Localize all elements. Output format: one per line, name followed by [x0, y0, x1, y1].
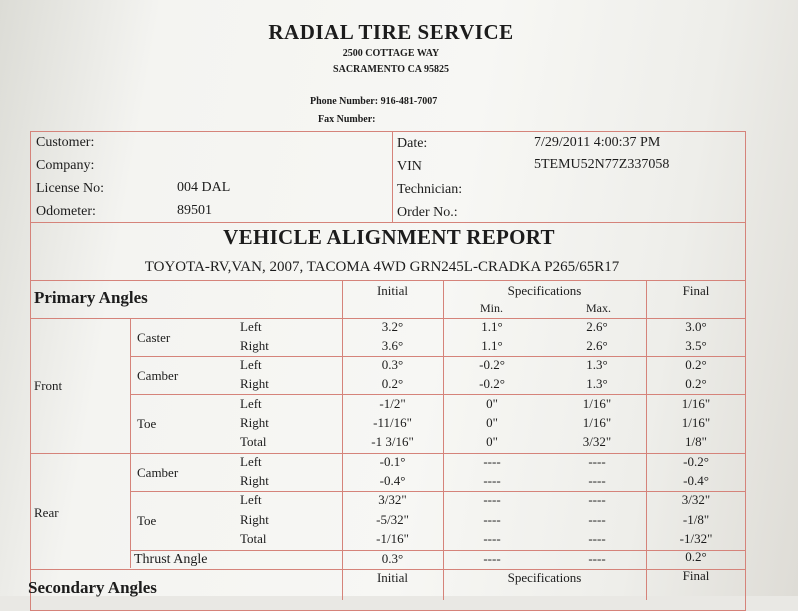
- angle-label: Toe: [137, 513, 157, 528]
- thrust-angle-label: Thrust Angle: [134, 552, 208, 567]
- front-label: Front: [34, 378, 63, 393]
- min-value: 0": [486, 415, 498, 430]
- business-name: RADIAL TIRE SERVICE: [268, 20, 514, 44]
- odometer-label: Odometer:: [36, 204, 96, 219]
- license-label: License No:: [36, 181, 105, 196]
- initial-value: -0.1°: [379, 454, 406, 469]
- col-initial: Initial: [376, 283, 409, 298]
- max-value: ----: [588, 492, 606, 507]
- max-value: 2.6°: [586, 338, 608, 353]
- max-value: 3/32": [582, 434, 612, 449]
- primary-angles-title: Primary Angles: [34, 288, 148, 307]
- initial-value: 0.3°: [381, 357, 404, 372]
- final-value: 1/16": [681, 396, 711, 411]
- initial-value: -1/16": [376, 531, 409, 546]
- initial-value: -0.4°: [379, 473, 406, 488]
- address-line-2: SACRAMENTO CA 95825: [333, 64, 449, 75]
- initial-value: 0.3°: [381, 551, 404, 566]
- vin-value: 5TEMU52N77Z337058: [534, 157, 670, 172]
- side-label: Right: [240, 338, 269, 353]
- side-label: Right: [240, 473, 269, 488]
- min-value: ----: [483, 551, 501, 566]
- side-label: Left: [240, 396, 262, 411]
- max-value: ----: [588, 531, 606, 546]
- min-value: -0.2°: [479, 376, 505, 391]
- min-value: 1.1°: [481, 319, 503, 334]
- final-value: 1/16": [681, 415, 711, 430]
- min-value: ----: [483, 473, 501, 488]
- min-value: -0.2°: [479, 357, 505, 372]
- col-min: Min.: [480, 301, 504, 315]
- final-value: 3/32": [681, 492, 711, 507]
- max-value: ----: [588, 454, 606, 469]
- initial-value: 3/32": [378, 492, 407, 507]
- secondary-col-initial: Initial: [376, 570, 409, 585]
- secondary-angles-title: Secondary Angles: [28, 578, 157, 597]
- final-value: -0.2°: [683, 454, 709, 469]
- min-value: 0": [486, 396, 498, 411]
- fax-label: Fax Number:: [318, 114, 376, 125]
- company-label: Company:: [36, 158, 95, 173]
- col-specifications: Specifications: [507, 283, 582, 298]
- final-value: -0.4°: [683, 473, 709, 488]
- vehicle-description: TOYOTA-RV,VAN, 2007, TACOMA 4WD GRN245L-CRADKA P265/65R17: [144, 259, 620, 275]
- final-value: -1/32": [679, 531, 713, 546]
- angle-label: Toe: [137, 416, 157, 431]
- max-value: 2.6°: [586, 319, 608, 334]
- side-label: Right: [240, 512, 269, 527]
- min-value: ----: [483, 454, 501, 469]
- col-max: Max.: [586, 301, 611, 315]
- min-value: 0": [486, 434, 498, 449]
- address-line-1: 2500 COTTAGE WAY: [342, 48, 440, 59]
- min-value: 1.1°: [481, 338, 503, 353]
- initial-value: 0.2°: [381, 376, 404, 391]
- initial-value: -11/16": [373, 415, 412, 430]
- max-value: 1/16": [582, 396, 612, 411]
- min-value: ----: [483, 531, 501, 546]
- phone-line: [310, 96, 437, 107]
- initial-value: 3.2°: [381, 319, 404, 334]
- col-final: Final: [682, 283, 710, 298]
- side-label: Total: [240, 531, 267, 546]
- rear-label: Rear: [34, 505, 59, 520]
- initial-value: -1 3/16": [371, 434, 414, 449]
- side-label: Left: [240, 492, 262, 507]
- final-value: 0.2°: [685, 376, 707, 391]
- side-label: Right: [240, 415, 269, 430]
- initial-value: -5/32": [376, 512, 409, 527]
- max-value: ----: [588, 473, 606, 488]
- report-title: VEHICLE ALIGNMENT REPORT: [223, 225, 555, 249]
- max-value: ----: [588, 512, 606, 527]
- angle-label: Camber: [137, 368, 179, 383]
- max-value: 1.3°: [586, 376, 608, 391]
- phone-value: 916-481-7007: [380, 96, 438, 107]
- license-value: 004 DAL: [177, 180, 231, 195]
- max-value: 1.3°: [586, 357, 608, 372]
- side-label: Left: [240, 454, 262, 469]
- date-label: Date:: [397, 136, 428, 151]
- final-value: 3.5°: [685, 338, 707, 353]
- final-value: -1/8": [682, 512, 710, 527]
- max-value: ----: [588, 551, 606, 566]
- vin-label: VIN: [397, 159, 422, 174]
- secondary-col-final: Final: [682, 568, 710, 583]
- phone-label: Phone Number:: [310, 96, 379, 107]
- final-value: 1/8": [685, 434, 707, 449]
- technician-label: Technician:: [397, 182, 463, 197]
- side-label: Total: [240, 434, 267, 449]
- odometer-value: 89501: [177, 203, 212, 218]
- min-value: ----: [483, 492, 501, 507]
- customer-label: Customer:: [36, 135, 95, 150]
- side-label: Right: [240, 376, 269, 391]
- side-label: Left: [240, 357, 262, 372]
- max-value: 1/16": [582, 415, 612, 430]
- secondary-col-specifications: Specifications: [507, 570, 582, 585]
- initial-value: -1/2": [379, 396, 406, 411]
- min-value: ----: [483, 512, 501, 527]
- angle-label: Caster: [137, 330, 171, 345]
- final-value: 0.2°: [685, 357, 707, 372]
- date-value: 7/29/2011 4:00:37 PM: [534, 135, 661, 150]
- side-label: Left: [240, 319, 262, 334]
- initial-value: 3.6°: [381, 338, 404, 353]
- order-label: Order No.:: [397, 205, 458, 220]
- final-value: 3.0°: [685, 319, 707, 334]
- angle-label: Camber: [137, 465, 179, 480]
- final-value: 0.2°: [685, 549, 707, 564]
